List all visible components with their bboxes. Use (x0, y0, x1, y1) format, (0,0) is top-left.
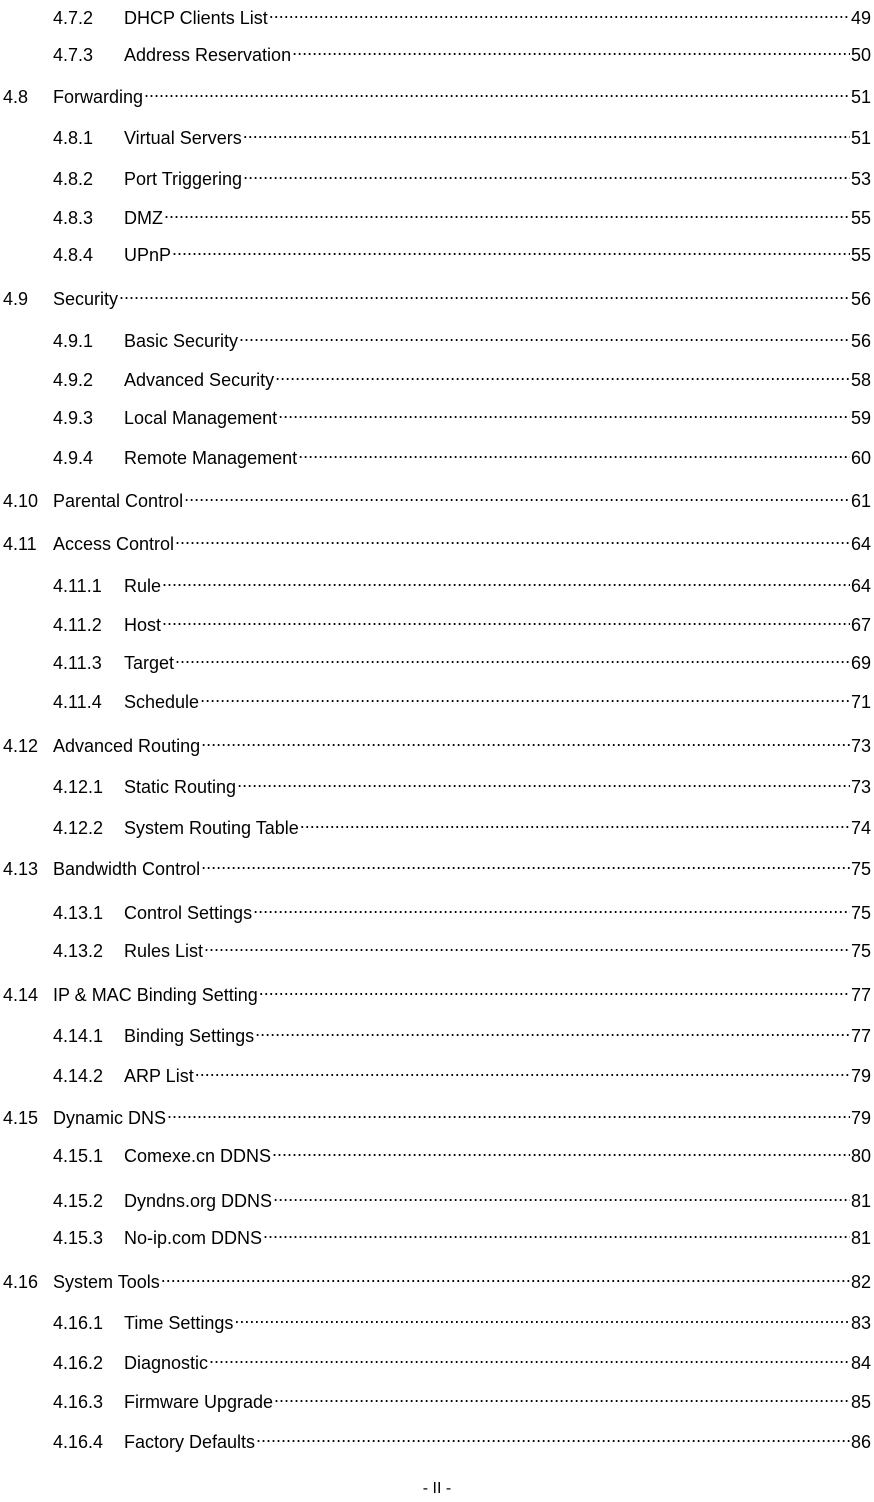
toc-entry-page: 59 (850, 408, 871, 428)
toc-entry-number: 4.15 (3, 1108, 39, 1128)
toc-entry-page: 56 (850, 331, 871, 351)
toc-dot-leader (175, 645, 850, 669)
toc-entry[interactable] (53, 237, 871, 265)
toc-entry-page: 69 (850, 653, 871, 673)
toc-dot-leader (243, 161, 850, 185)
toc-entry-number: 4.8.4 (53, 245, 94, 265)
toc-entry-page: 58 (850, 370, 871, 390)
toc-entry[interactable] (53, 895, 871, 923)
toc-entry-page: 67 (850, 615, 871, 635)
toc-dot-leader (292, 37, 850, 61)
toc-entry[interactable] (3, 728, 871, 756)
toc-dot-leader (184, 483, 850, 507)
toc-entry-number: 4.11.1 (53, 576, 102, 596)
toc-entry-page: 74 (850, 818, 871, 838)
page-number-footer: - II - (422, 1480, 452, 1497)
toc-entry-title: UPnP (124, 245, 172, 265)
toc-entry[interactable] (3, 281, 871, 309)
toc-entry-number: 4.13.1 (53, 903, 104, 923)
toc-entry-page: 84 (850, 1353, 871, 1373)
toc-entry-title: Host (124, 615, 162, 635)
toc-dot-leader (144, 79, 850, 103)
toc-dot-leader (201, 851, 850, 875)
toc-entry[interactable] (53, 1018, 871, 1046)
toc-entry-number: 4.9.2 (53, 370, 94, 390)
toc-entry-page: 80 (850, 1146, 871, 1166)
toc-dot-leader (274, 1384, 850, 1408)
toc-entry-page: 79 (850, 1066, 871, 1086)
toc-entry-title: Remote Management (124, 448, 298, 468)
toc-entry-page: 77 (850, 985, 871, 1005)
toc-entry-title: Port Triggering (124, 169, 243, 189)
toc-dot-leader (259, 977, 850, 1001)
toc-entry-number: 4.16.2 (53, 1353, 104, 1373)
toc-entry-number: 4.16.4 (53, 1432, 104, 1452)
toc-dot-leader (272, 1138, 850, 1162)
toc-entry-page: 82 (850, 1272, 871, 1292)
toc-entry-title: Security (53, 289, 119, 309)
toc-entry-title: Advanced Security (124, 370, 275, 390)
toc-dot-leader (239, 323, 850, 347)
toc-entry-title: Virtual Servers (124, 128, 242, 148)
toc-entry-title: Control Settings (124, 903, 253, 923)
toc-entry-page: 50 (850, 45, 871, 65)
toc-entry[interactable] (53, 37, 871, 65)
toc-dot-leader (201, 728, 850, 752)
toc-entry[interactable] (53, 933, 871, 961)
toc-dot-leader (162, 607, 850, 631)
toc-entry-page: 75 (850, 941, 871, 961)
toc-entry[interactable] (53, 323, 871, 351)
toc-entry[interactable] (53, 1345, 871, 1373)
toc-entry-number: 4.13.2 (53, 941, 104, 961)
toc-entry[interactable] (3, 977, 871, 1005)
toc-entry[interactable] (53, 120, 871, 148)
toc-entry-page: 53 (850, 169, 871, 189)
toc-entry[interactable] (53, 568, 871, 596)
toc-entry-title: Address Reservation (124, 45, 292, 65)
toc-entry-page: 49 (850, 8, 871, 28)
toc-dot-leader (255, 1018, 850, 1042)
toc-entry-title: Dyndns.org DDNS (124, 1191, 273, 1211)
toc-entry-number: 4.16.3 (53, 1392, 104, 1412)
toc-entry[interactable] (53, 769, 871, 797)
toc-entry-title: Bandwidth Control (53, 859, 201, 879)
toc-dot-leader (204, 933, 850, 957)
toc-entry-number: 4.11.2 (53, 615, 102, 635)
toc-entry-page: 64 (850, 576, 871, 596)
toc-dot-leader (256, 1424, 850, 1448)
toc-dot-leader (164, 200, 850, 224)
toc-dot-leader (237, 769, 850, 793)
toc-entry-page: 61 (850, 491, 871, 511)
toc-entry[interactable] (53, 810, 871, 838)
toc-entry-number: 4.7.2 (53, 8, 94, 28)
toc-entry[interactable] (3, 1264, 871, 1292)
toc-entry-number: 4.12.2 (53, 818, 104, 838)
toc-entry-title: Advanced Routing (53, 736, 201, 756)
toc-entry[interactable] (53, 1138, 871, 1166)
toc-entry[interactable] (53, 362, 871, 390)
toc-entry-number: 4.7.3 (53, 45, 94, 65)
toc-entry-title: System Tools (53, 1272, 160, 1292)
toc-entry-title: Local Management (124, 408, 278, 428)
toc-entry-page: 51 (850, 87, 871, 107)
toc-dot-leader (195, 1058, 850, 1082)
toc-entry-title: Comexe.cn DDNS (124, 1146, 272, 1166)
toc-dot-leader (273, 1183, 850, 1207)
toc-entry-title: Dynamic DNS (53, 1108, 167, 1128)
toc-entry[interactable] (53, 1384, 871, 1412)
toc-dot-leader (167, 1100, 850, 1124)
toc-entry-page: 51 (850, 128, 871, 148)
toc-entry-title: Parental Control (53, 491, 184, 511)
toc-entry-number: 4.11.3 (53, 653, 102, 673)
toc-dot-leader (300, 810, 850, 834)
toc-entry-page: 73 (850, 777, 871, 797)
toc-entry[interactable] (53, 684, 871, 712)
toc-entry[interactable] (53, 200, 871, 228)
toc-entry-number: 4.8.1 (53, 128, 94, 148)
toc-entry-title: Target (124, 653, 175, 673)
toc-entry-number: 4.9.4 (53, 448, 94, 468)
toc-entry[interactable] (53, 1058, 871, 1086)
toc-entry-number: 4.12.1 (53, 777, 104, 797)
toc-entry-number: 4.10 (3, 491, 39, 511)
toc-dot-leader (161, 1264, 850, 1288)
toc-entry-title: DMZ (124, 208, 163, 228)
toc-entry-number: 4.9.3 (53, 408, 94, 428)
toc-entry[interactable] (53, 1305, 871, 1333)
toc-dot-leader (253, 895, 850, 919)
toc-dot-leader (243, 120, 850, 144)
toc-entry-title: Diagnostic (124, 1353, 209, 1373)
toc-entry-number: 4.9.1 (53, 331, 94, 351)
toc-entry-number: 4.8 (3, 87, 29, 107)
toc-dot-leader (278, 400, 850, 424)
toc-dot-leader (172, 237, 850, 261)
toc-dot-leader (234, 1305, 850, 1329)
toc-dot-leader (298, 440, 850, 464)
toc-dot-leader (275, 362, 850, 386)
toc-dot-leader (200, 684, 850, 708)
toc-entry-page: 81 (850, 1191, 871, 1211)
toc-entry-page: 75 (850, 903, 871, 923)
toc-entry-number: 4.14.2 (53, 1066, 104, 1086)
toc-entry[interactable] (3, 526, 871, 554)
toc-entry-number: 4.14.1 (53, 1026, 104, 1046)
toc-dot-leader (269, 0, 850, 24)
toc-entry-page: 64 (850, 534, 871, 554)
toc-entry-page: 56 (850, 289, 871, 309)
toc-entry-number: 4.11.4 (53, 692, 102, 712)
toc-entry-page: 73 (850, 736, 871, 756)
toc-entry-page: 86 (850, 1432, 871, 1452)
toc-dot-leader (263, 1220, 850, 1244)
toc-entry-title: Schedule (124, 692, 200, 712)
toc-entry-page: 81 (850, 1228, 871, 1248)
toc-entry[interactable] (3, 79, 871, 107)
toc-entry-title: ARP List (124, 1066, 194, 1086)
toc-entry-number: 4.14 (3, 985, 39, 1005)
toc-entry-number: 4.8.2 (53, 169, 94, 189)
toc-entry-title: System Routing Table (124, 818, 299, 838)
toc-entry-number: 4.15.2 (53, 1191, 104, 1211)
toc-entry-title: Firmware Upgrade (124, 1392, 274, 1412)
toc-entry[interactable] (53, 1183, 871, 1211)
toc-entry-title: Binding Settings (124, 1026, 255, 1046)
toc-entry[interactable] (53, 1424, 871, 1452)
toc-entry-title: Access Control (53, 534, 175, 554)
toc-entry-title: Rules List (124, 941, 204, 961)
toc-entry-page: 55 (850, 208, 871, 228)
toc-entry-page: 83 (850, 1313, 871, 1333)
toc-entry-title: No-ip.com DDNS (124, 1228, 263, 1248)
toc-entry-page: 77 (850, 1026, 871, 1046)
toc-entry-title: Forwarding (53, 87, 144, 107)
toc-entry-number: 4.8.3 (53, 208, 94, 228)
toc-entry-title: Basic Security (124, 331, 239, 351)
toc-entry-title: Factory Defaults (124, 1432, 256, 1452)
toc-dot-leader (209, 1345, 850, 1369)
toc-entry[interactable] (53, 645, 871, 673)
toc-entry-number: 4.15.1 (53, 1146, 104, 1166)
toc-entry-title: Time Settings (124, 1313, 234, 1333)
toc-entry[interactable] (53, 440, 871, 468)
toc-entry-title: DHCP Clients List (124, 8, 268, 28)
toc-entry[interactable] (3, 1100, 871, 1128)
toc-dot-leader (162, 568, 850, 592)
toc-entry[interactable] (53, 1220, 871, 1248)
toc-entry[interactable] (53, 0, 871, 28)
toc-entry-page: 85 (850, 1392, 871, 1412)
toc-entry[interactable] (53, 607, 871, 635)
toc-entry-page: 60 (850, 448, 871, 468)
toc-entry-page: 71 (850, 692, 871, 712)
toc-entry-title: Rule (124, 576, 162, 596)
toc-entry-title: IP & MAC Binding Setting (53, 985, 258, 1005)
toc-dot-leader (175, 526, 850, 550)
toc-entry-title: Static Routing (124, 777, 237, 797)
toc-entry-number: 4.13 (3, 859, 39, 879)
toc-entry[interactable] (53, 400, 871, 428)
toc-entry-page: 79 (850, 1108, 871, 1128)
toc-entry-number: 4.16.1 (53, 1313, 104, 1333)
toc-entry-page: 75 (850, 859, 871, 879)
toc-dot-leader (119, 281, 850, 305)
toc-entry-number: 4.16 (3, 1272, 39, 1292)
toc-entry-number: 4.9 (3, 289, 29, 309)
toc-entry[interactable] (3, 851, 871, 879)
toc-entry-number: 4.11 (3, 534, 37, 554)
toc-entry[interactable] (53, 161, 871, 189)
toc-entry-page: 55 (850, 245, 871, 265)
toc-entry-number: 4.15.3 (53, 1228, 104, 1248)
toc-entry[interactable] (3, 483, 871, 511)
toc-entry-number: 4.12 (3, 736, 39, 756)
